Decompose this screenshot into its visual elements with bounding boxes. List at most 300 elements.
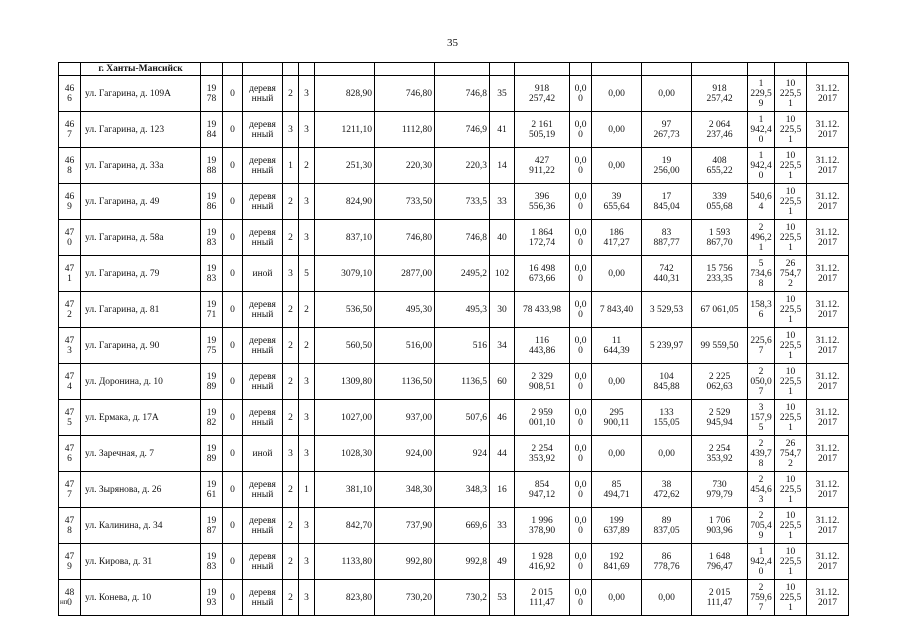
address-cell: ул. Гагарина, д. 123 <box>81 112 201 148</box>
payment-2-cell: 0,00 <box>592 580 642 616</box>
payment-1-cell: 0,0 0 <box>570 472 592 508</box>
cost-total-cell: 16 498 673,66 <box>515 256 570 292</box>
residential-area-cell: 746,8 <box>435 220 490 256</box>
address-cell: ул. Ермака, д. 17А <box>81 400 201 436</box>
residential-area-cell: 733,5 <box>435 184 490 220</box>
residents-cell: 33 <box>490 184 515 220</box>
table-row <box>59 76 849 112</box>
payment-3-cell: 133 155,05 <box>642 400 692 436</box>
rate-2-cell: 10 225,5 1 <box>775 472 807 508</box>
table-row <box>59 328 849 364</box>
table-row <box>59 220 849 256</box>
residents-cell: 35 <box>490 76 515 112</box>
table-row <box>59 436 849 472</box>
address-cell: ул. Зырянова, д. 26 <box>81 472 201 508</box>
floors-cell: 2 <box>283 292 299 328</box>
payment-1-cell: 0,0 0 <box>570 436 592 472</box>
deadline-cell: 31.12. 2017 <box>807 508 849 544</box>
floors-cell: 2 <box>283 220 299 256</box>
row-number: 46 6 <box>59 76 81 112</box>
payment-3-cell: 38 472,62 <box>642 472 692 508</box>
residents-cell: 102 <box>490 256 515 292</box>
payment-4-cell: 918 257,42 <box>692 76 748 112</box>
rate-2-cell: 10 225,5 1 <box>775 580 807 616</box>
row-number: 47 0 <box>59 220 81 256</box>
payment-1-cell: 0,0 0 <box>570 112 592 148</box>
year-built-cell: 19 89 <box>201 364 223 400</box>
address-cell: ул. Гагарина, д. 90 <box>81 328 201 364</box>
residential-area-cell: 2495,2 <box>435 256 490 292</box>
wall-material-cell: деревя нный <box>243 580 283 616</box>
payment-2-cell: 0,00 <box>592 76 642 112</box>
rate-2-cell: 10 225,5 1 <box>775 220 807 256</box>
wall-material-cell: иной <box>243 256 283 292</box>
total-area-cell: 823,80 <box>315 580 375 616</box>
total-area-cell: 842,70 <box>315 508 375 544</box>
address-cell: ул. Гагарина, д. 58а <box>81 220 201 256</box>
table-row <box>59 292 849 328</box>
residential-area-cell: 348,3 <box>435 472 490 508</box>
payment-3-cell: 0,00 <box>642 580 692 616</box>
payment-2-cell: 199 637,89 <box>592 508 642 544</box>
rate-2-cell: 10 225,5 1 <box>775 364 807 400</box>
residential-area-cell: 746,9 <box>435 112 490 148</box>
payment-3-cell: 5 239,97 <box>642 328 692 364</box>
payment-1-cell: 0,0 0 <box>570 76 592 112</box>
living-area-cell: 1136,50 <box>375 364 435 400</box>
address-cell: ул. Гагарина, д. 109А <box>81 76 201 112</box>
residents-cell: 41 <box>490 112 515 148</box>
total-area-cell: 251,30 <box>315 148 375 184</box>
wall-material-cell: деревя нный <box>243 328 283 364</box>
payment-3-cell: 89 837,05 <box>642 508 692 544</box>
payment-1-cell: 0,0 0 <box>570 580 592 616</box>
residents-cell: 60 <box>490 364 515 400</box>
total-area-cell: 824,90 <box>315 184 375 220</box>
floors-cell: 2 <box>283 76 299 112</box>
rate-1-cell: 2 759,6 7 <box>748 580 775 616</box>
payment-4-cell: 1 648 796,47 <box>692 544 748 580</box>
zero-cell: 0 <box>223 580 243 616</box>
payment-4-cell: 2 064 237,46 <box>692 112 748 148</box>
payment-4-cell: 67 061,05 <box>692 292 748 328</box>
payment-4-cell: 1 706 903,96 <box>692 508 748 544</box>
address-cell: ул. Кирова, д. 31 <box>81 544 201 580</box>
residential-area-cell: 992,8 <box>435 544 490 580</box>
total-area-cell: 1309,80 <box>315 364 375 400</box>
row-number: 47 7 <box>59 472 81 508</box>
residents-cell: 49 <box>490 544 515 580</box>
zero-cell: 0 <box>223 436 243 472</box>
zero-cell: 0 <box>223 184 243 220</box>
rate-1-cell: 2 705,4 9 <box>748 508 775 544</box>
zero-cell: 0 <box>223 544 243 580</box>
rate-2-cell: 10 225,5 1 <box>775 292 807 328</box>
rate-2-cell: 10 225,5 1 <box>775 400 807 436</box>
payment-4-cell: 1 593 867,70 <box>692 220 748 256</box>
total-area-cell: 828,90 <box>315 76 375 112</box>
year-built-cell: 19 88 <box>201 148 223 184</box>
wall-material-cell: иной <box>243 436 283 472</box>
entrances-cell: 5 <box>299 256 315 292</box>
residents-cell: 30 <box>490 292 515 328</box>
zero-cell: 0 <box>223 76 243 112</box>
row-number: 48 0 <box>59 580 81 616</box>
address-cell: ул. Гагарина, д. 81 <box>81 292 201 328</box>
entrances-cell: 3 <box>299 508 315 544</box>
address-cell: ул. Калинина, д. 34 <box>81 508 201 544</box>
wall-material-cell: деревя нный <box>243 472 283 508</box>
living-area-cell: 730,20 <box>375 580 435 616</box>
payment-4-cell: 408 655,22 <box>692 148 748 184</box>
residential-area-cell: 220,3 <box>435 148 490 184</box>
residential-area-cell: 669,6 <box>435 508 490 544</box>
cost-total-cell: 396 556,36 <box>515 184 570 220</box>
zero-cell: 0 <box>223 148 243 184</box>
payment-3-cell: 3 529,53 <box>642 292 692 328</box>
rate-1-cell: 3 157,9 5 <box>748 400 775 436</box>
address-cell: ул. Гагарина, д. 33а <box>81 148 201 184</box>
rate-1-cell: 5 734,6 8 <box>748 256 775 292</box>
residents-cell: 16 <box>490 472 515 508</box>
total-area-cell: 381,10 <box>315 472 375 508</box>
zero-cell: 0 <box>223 508 243 544</box>
payment-2-cell: 0,00 <box>592 112 642 148</box>
residents-cell: 46 <box>490 400 515 436</box>
wall-material-cell: деревя нный <box>243 364 283 400</box>
row-number: 46 8 <box>59 148 81 184</box>
entrances-cell: 3 <box>299 364 315 400</box>
residents-cell: 14 <box>490 148 515 184</box>
cost-total-cell: 1 928 416,92 <box>515 544 570 580</box>
row-number: 47 2 <box>59 292 81 328</box>
residents-cell: 44 <box>490 436 515 472</box>
rate-2-cell: 10 225,5 1 <box>775 112 807 148</box>
cost-total-cell: 2 015 111,47 <box>515 580 570 616</box>
payment-4-cell: 2 015 111,47 <box>692 580 748 616</box>
payment-4-cell: 99 559,50 <box>692 328 748 364</box>
table-row <box>59 580 849 616</box>
table-row <box>59 256 849 292</box>
total-area-cell: 1027,00 <box>315 400 375 436</box>
deadline-cell: 31.12. 2017 <box>807 292 849 328</box>
total-area-cell: 536,50 <box>315 292 375 328</box>
wall-material-cell: деревя нный <box>243 220 283 256</box>
living-area-cell: 2877,00 <box>375 256 435 292</box>
cost-total-cell: 2 329 908,51 <box>515 364 570 400</box>
rate-1-cell: 158,3 6 <box>748 292 775 328</box>
payment-3-cell: 104 845,88 <box>642 364 692 400</box>
table-row <box>59 472 849 508</box>
payment-2-cell: 39 655,64 <box>592 184 642 220</box>
payment-4-cell: 2 225 062,63 <box>692 364 748 400</box>
table-row <box>59 112 849 148</box>
payment-1-cell: 0,0 0 <box>570 328 592 364</box>
floors-cell: 2 <box>283 184 299 220</box>
living-area-cell: 746,80 <box>375 76 435 112</box>
entrances-cell: 1 <box>299 472 315 508</box>
payment-2-cell: 7 843,40 <box>592 292 642 328</box>
deadline-cell: 31.12. 2017 <box>807 220 849 256</box>
year-built-cell: 19 86 <box>201 184 223 220</box>
cost-total-cell: 427 911,22 <box>515 148 570 184</box>
payment-2-cell: 186 417,27 <box>592 220 642 256</box>
payment-3-cell: 83 887,77 <box>642 220 692 256</box>
rate-1-cell: 1 942,4 0 <box>748 112 775 148</box>
cost-total-cell: 854 947,12 <box>515 472 570 508</box>
residential-area-cell: 746,8 <box>435 76 490 112</box>
year-built-cell: 19 84 <box>201 112 223 148</box>
rate-1-cell: 2 496,2 1 <box>748 220 775 256</box>
rate-2-cell: 10 225,5 1 <box>775 184 807 220</box>
wall-material-cell: деревя нный <box>243 76 283 112</box>
year-built-cell: 19 71 <box>201 292 223 328</box>
payment-3-cell: 97 267,73 <box>642 112 692 148</box>
row-number: 46 9 <box>59 184 81 220</box>
floors-cell: 2 <box>283 400 299 436</box>
year-built-cell: 19 83 <box>201 544 223 580</box>
footer-mark: нп <box>60 598 68 606</box>
entrances-cell: 3 <box>299 112 315 148</box>
rate-2-cell: 10 225,5 1 <box>775 328 807 364</box>
rate-2-cell: 26 754,7 2 <box>775 436 807 472</box>
residential-area-cell: 516 <box>435 328 490 364</box>
payment-4-cell: 730 979,79 <box>692 472 748 508</box>
payment-4-cell: 2 529 945,94 <box>692 400 748 436</box>
rate-1-cell: 2 050,0 7 <box>748 364 775 400</box>
cost-total-cell: 78 433,98 <box>515 292 570 328</box>
entrances-cell: 3 <box>299 400 315 436</box>
table-row <box>59 148 849 184</box>
living-area-cell: 737,90 <box>375 508 435 544</box>
payment-2-cell: 0,00 <box>592 436 642 472</box>
year-built-cell: 19 83 <box>201 220 223 256</box>
floors-cell: 2 <box>283 328 299 364</box>
rate-1-cell: 540,6 4 <box>748 184 775 220</box>
residential-area-cell: 924 <box>435 436 490 472</box>
wall-material-cell: деревя нный <box>243 112 283 148</box>
total-area-cell: 3079,10 <box>315 256 375 292</box>
row-number: 47 1 <box>59 256 81 292</box>
payment-3-cell: 0,00 <box>642 436 692 472</box>
payment-3-cell: 19 256,00 <box>642 148 692 184</box>
row-number: 47 8 <box>59 508 81 544</box>
zero-cell: 0 <box>223 472 243 508</box>
payment-1-cell: 0,0 0 <box>570 508 592 544</box>
entrances-cell: 2 <box>299 292 315 328</box>
zero-cell: 0 <box>223 364 243 400</box>
floors-cell: 2 <box>283 544 299 580</box>
year-built-cell: 19 82 <box>201 400 223 436</box>
rate-2-cell: 26 754,7 2 <box>775 256 807 292</box>
year-built-cell: 19 87 <box>201 508 223 544</box>
zero-cell: 0 <box>223 112 243 148</box>
payment-2-cell: 0,00 <box>592 364 642 400</box>
payment-2-cell: 85 494,71 <box>592 472 642 508</box>
entrances-cell: 3 <box>299 220 315 256</box>
entrances-cell: 3 <box>299 436 315 472</box>
deadline-cell: 31.12. 2017 <box>807 328 849 364</box>
wall-material-cell: деревя нный <box>243 184 283 220</box>
payment-1-cell: 0,0 0 <box>570 256 592 292</box>
residential-area-cell: 507,6 <box>435 400 490 436</box>
year-built-cell: 19 78 <box>201 76 223 112</box>
payment-4-cell: 2 254 353,92 <box>692 436 748 472</box>
payment-2-cell: 192 841,69 <box>592 544 642 580</box>
total-area-cell: 1211,10 <box>315 112 375 148</box>
living-area-cell: 495,30 <box>375 292 435 328</box>
floors-cell: 2 <box>283 364 299 400</box>
deadline-cell: 31.12. 2017 <box>807 364 849 400</box>
payment-2-cell: 295 900,11 <box>592 400 642 436</box>
payment-3-cell: 0,00 <box>642 76 692 112</box>
table-row <box>59 364 849 400</box>
deadline-cell: 31.12. 2017 <box>807 472 849 508</box>
zero-cell: 0 <box>223 400 243 436</box>
entrances-cell: 3 <box>299 184 315 220</box>
deadline-cell: 31.12. 2017 <box>807 112 849 148</box>
rate-1-cell: 1 942,4 0 <box>748 544 775 580</box>
year-built-cell: 19 89 <box>201 436 223 472</box>
residents-cell: 40 <box>490 220 515 256</box>
floors-cell: 1 <box>283 148 299 184</box>
rate-2-cell: 10 225,5 1 <box>775 508 807 544</box>
rate-1-cell: 1 942,4 0 <box>748 148 775 184</box>
zero-cell: 0 <box>223 328 243 364</box>
table-row <box>59 184 849 220</box>
wall-material-cell: деревя нный <box>243 544 283 580</box>
rate-1-cell: 1 229,5 9 <box>748 76 775 112</box>
floors-cell: 3 <box>283 112 299 148</box>
floors-cell: 2 <box>283 472 299 508</box>
rate-1-cell: 2 439,7 8 <box>748 436 775 472</box>
living-area-cell: 348,30 <box>375 472 435 508</box>
floors-cell: 3 <box>283 436 299 472</box>
living-area-cell: 1112,80 <box>375 112 435 148</box>
rate-1-cell: 225,6 7 <box>748 328 775 364</box>
table-row <box>59 544 849 580</box>
cost-total-cell: 1 996 378,90 <box>515 508 570 544</box>
housing-registry-table <box>58 62 849 616</box>
cost-total-cell: 2 959 001,10 <box>515 400 570 436</box>
deadline-cell: 31.12. 2017 <box>807 400 849 436</box>
table-row <box>59 508 849 544</box>
rate-2-cell: 10 225,5 1 <box>775 76 807 112</box>
address-cell: ул. Заречная, д. 7 <box>81 436 201 472</box>
city-header-row <box>59 63 849 76</box>
zero-cell: 0 <box>223 256 243 292</box>
payment-1-cell: 0,0 0 <box>570 400 592 436</box>
row-number: 47 4 <box>59 364 81 400</box>
table-row <box>59 400 849 436</box>
entrances-cell: 3 <box>299 76 315 112</box>
total-area-cell: 560,50 <box>315 328 375 364</box>
year-built-cell: 19 61 <box>201 472 223 508</box>
deadline-cell: 31.12. 2017 <box>807 184 849 220</box>
cost-total-cell: 2 161 505,19 <box>515 112 570 148</box>
deadline-cell: 31.12. 2017 <box>807 580 849 616</box>
payment-3-cell: 742 440,31 <box>642 256 692 292</box>
entrances-cell: 2 <box>299 328 315 364</box>
payment-1-cell: 0,0 0 <box>570 220 592 256</box>
row-number: 46 7 <box>59 112 81 148</box>
cost-total-cell: 918 257,42 <box>515 76 570 112</box>
rate-2-cell: 10 225,5 1 <box>775 148 807 184</box>
payment-1-cell: 0,0 0 <box>570 544 592 580</box>
payment-1-cell: 0,0 0 <box>570 184 592 220</box>
year-built-cell: 19 75 <box>201 328 223 364</box>
living-area-cell: 937,00 <box>375 400 435 436</box>
year-built-cell: 19 93 <box>201 580 223 616</box>
rate-1-cell: 2 454,6 3 <box>748 472 775 508</box>
cost-total-cell: 1 864 172,74 <box>515 220 570 256</box>
residents-cell: 33 <box>490 508 515 544</box>
payment-1-cell: 0,0 0 <box>570 364 592 400</box>
living-area-cell: 220,30 <box>375 148 435 184</box>
row-number: 47 5 <box>59 400 81 436</box>
payment-2-cell: 11 644,39 <box>592 328 642 364</box>
residential-area-cell: 730,2 <box>435 580 490 616</box>
address-cell: ул. Гагарина, д. 79 <box>81 256 201 292</box>
wall-material-cell: деревя нный <box>243 292 283 328</box>
total-area-cell: 1133,80 <box>315 544 375 580</box>
address-cell: ул. Доронина, д. 10 <box>81 364 201 400</box>
payment-2-cell: 0,00 <box>592 148 642 184</box>
entrances-cell: 2 <box>299 148 315 184</box>
deadline-cell: 31.12. 2017 <box>807 436 849 472</box>
page-number: 35 <box>447 37 458 49</box>
floors-cell: 2 <box>283 508 299 544</box>
total-area-cell: 1028,30 <box>315 436 375 472</box>
floors-cell: 2 <box>283 580 299 616</box>
deadline-cell: 31.12. 2017 <box>807 256 849 292</box>
floors-cell: 3 <box>283 256 299 292</box>
rate-2-cell: 10 225,5 1 <box>775 544 807 580</box>
wall-material-cell: деревя нный <box>243 148 283 184</box>
living-area-cell: 924,00 <box>375 436 435 472</box>
address-cell: ул. Гагарина, д. 49 <box>81 184 201 220</box>
cost-total-cell: 2 254 353,92 <box>515 436 570 472</box>
cost-total-cell: 116 443,86 <box>515 328 570 364</box>
residents-cell: 53 <box>490 580 515 616</box>
living-area-cell: 516,00 <box>375 328 435 364</box>
payment-3-cell: 86 778,76 <box>642 544 692 580</box>
deadline-cell: 31.12. 2017 <box>807 544 849 580</box>
living-area-cell: 746,80 <box>375 220 435 256</box>
zero-cell: 0 <box>223 292 243 328</box>
payment-4-cell: 339 055,68 <box>692 184 748 220</box>
entrances-cell: 3 <box>299 580 315 616</box>
city-name: г. Ханты-Мансийск <box>81 63 201 76</box>
payment-3-cell: 17 845,04 <box>642 184 692 220</box>
row-number: 47 3 <box>59 328 81 364</box>
year-built-cell: 19 83 <box>201 256 223 292</box>
total-area-cell: 837,10 <box>315 220 375 256</box>
payment-1-cell: 0,0 0 <box>570 292 592 328</box>
living-area-cell: 733,50 <box>375 184 435 220</box>
residential-area-cell: 1136,5 <box>435 364 490 400</box>
deadline-cell: 31.12. 2017 <box>807 148 849 184</box>
wall-material-cell: деревя нный <box>243 508 283 544</box>
zero-cell: 0 <box>223 220 243 256</box>
entrances-cell: 3 <box>299 544 315 580</box>
residents-cell: 34 <box>490 328 515 364</box>
wall-material-cell: деревя нный <box>243 400 283 436</box>
living-area-cell: 992,80 <box>375 544 435 580</box>
row-number: 47 6 <box>59 436 81 472</box>
row-number: 47 9 <box>59 544 81 580</box>
deadline-cell: 31.12. 2017 <box>807 76 849 112</box>
